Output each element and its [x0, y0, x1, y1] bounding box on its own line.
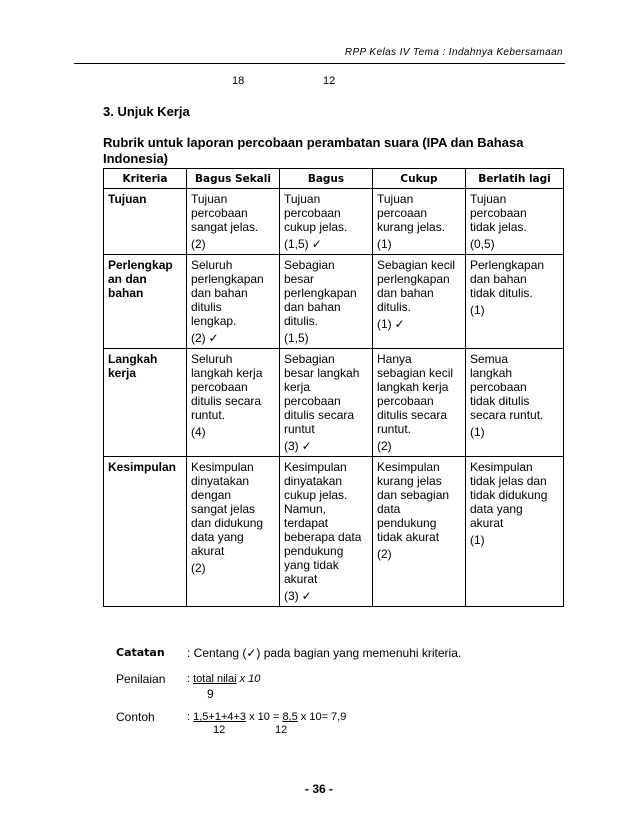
score-line: [284, 237, 368, 251]
cell-text: Tujuan: [470, 192, 507, 206]
score-line: [377, 439, 461, 453]
cell-text: besar langkah: [284, 366, 360, 380]
score-value: (1): [470, 303, 485, 317]
score-value: (2): [191, 331, 206, 345]
cell-text: yang tidak: [284, 558, 339, 572]
rubric-cell: [280, 255, 373, 349]
penilaian-times: x 10: [236, 673, 261, 685]
criterion-label: Kesimpulan: [108, 460, 177, 474]
criterion-cell: [104, 349, 187, 457]
cell-text: kurang jelas: [377, 474, 442, 488]
rubric-cell: [187, 189, 280, 255]
cell-text: beberapa data: [284, 530, 362, 544]
catatan-label: Catatan: [116, 646, 165, 659]
contoh-colon: :: [187, 711, 194, 723]
cell-text: dan bahan: [377, 286, 434, 300]
rubric-cell: [187, 255, 280, 349]
checkmark-icon: ✓: [301, 589, 312, 603]
cell-text: akurat: [470, 516, 504, 530]
cell-text: percoaan: [377, 206, 428, 220]
contoh-formula: [187, 711, 346, 723]
cell-text: dengan: [191, 488, 232, 502]
score-line: [284, 439, 368, 453]
score-line: [191, 237, 275, 251]
cell-text: sebagian kecil: [377, 366, 454, 380]
penilaian-formula: [187, 673, 260, 685]
checkmark-icon: ✓: [311, 237, 322, 251]
cell-text: percobaan: [284, 206, 341, 220]
rubric-cell: [373, 189, 466, 255]
cell-text: ditulis: [191, 300, 222, 314]
cell-text: pendukung: [284, 544, 344, 558]
table-row: [104, 255, 564, 349]
contoh-denominator-2: 12: [275, 724, 288, 736]
score-line: [377, 237, 461, 251]
header-rule: [74, 63, 565, 64]
rubric-cell: [280, 349, 373, 457]
criterion-cell: [104, 457, 187, 607]
score-line: [470, 303, 559, 317]
cell-text: sangat jelas.: [191, 220, 259, 234]
cell-text: lengkap.: [191, 314, 237, 328]
score-value: (2): [191, 561, 206, 575]
score-value: (3): [284, 439, 299, 453]
rubric-cell: [466, 457, 564, 607]
score-value: (1): [470, 533, 485, 547]
criterion-cell: [104, 255, 187, 349]
cell-text: runtut: [284, 422, 315, 436]
penilaian-numerator: total nilai: [193, 673, 237, 685]
cell-text: tidak didukung: [470, 488, 548, 502]
score-line: [284, 589, 368, 603]
column-header: Bagus: [280, 169, 373, 189]
cell-text: ditulis secara: [377, 408, 448, 422]
cell-text: ditulis.: [284, 314, 319, 328]
contoh-result: x 10= 7,9: [297, 711, 347, 723]
cell-text: Namun,: [284, 502, 327, 516]
table-row: [104, 457, 564, 607]
section-heading: 3. Unjuk Kerja: [103, 104, 190, 119]
checkmark-icon: ✓: [301, 439, 312, 453]
page-number: - 36 -: [304, 782, 333, 796]
score-line: [377, 547, 461, 561]
rubric-cell: [187, 349, 280, 457]
score-line: [470, 425, 559, 439]
cell-text: akurat: [191, 544, 225, 558]
score-value: (3): [284, 589, 299, 603]
contoh-denominator-1: 12: [213, 724, 226, 736]
criterion-label: bahan: [108, 286, 144, 300]
cell-text: Tujuan: [377, 192, 414, 206]
cell-text: ditulis secara: [191, 394, 262, 408]
cell-text: langkah kerja: [191, 366, 263, 380]
score-line: [470, 533, 559, 547]
cell-text: Seluruh: [191, 258, 233, 272]
cell-text: langkah kerja: [377, 380, 449, 394]
cell-text: Kesimpulan: [284, 460, 347, 474]
table-row: [104, 349, 564, 457]
cell-text: dan bahan: [470, 272, 527, 286]
cell-text: tidak jelas.: [470, 220, 527, 234]
contoh-numerator: 1,5+1+4+3: [193, 711, 247, 723]
cell-text: dan sebagian: [377, 488, 450, 502]
catatan-text: : Centang (✓) pada bagian yang memenuhi kriteria.: [187, 646, 462, 660]
column-header: Cukup: [373, 169, 466, 189]
cell-text: tidak akurat: [377, 530, 440, 544]
score-value: (1): [377, 317, 392, 331]
cell-text: dan bahan: [284, 300, 341, 314]
score-line: [470, 237, 559, 251]
cell-text: percobaan: [470, 206, 527, 220]
cell-text: percobaan: [377, 394, 434, 408]
cell-text: data: [377, 502, 401, 516]
cell-text: perlengkapan: [377, 272, 450, 286]
score-value: (2): [377, 439, 392, 453]
cell-text: ditulis secara: [284, 408, 355, 422]
cell-text: Tujuan: [284, 192, 321, 206]
rubric-cell: [466, 189, 564, 255]
score-value: (2): [377, 547, 392, 561]
rubric-cell: [280, 189, 373, 255]
penilaian-denominator: 9: [207, 687, 214, 701]
cell-text: percobaan: [191, 206, 248, 220]
checkmark-icon: ✓: [208, 331, 219, 345]
score-line: [191, 331, 275, 345]
penilaian-label: Penilaian: [116, 672, 166, 686]
rubric-table: [103, 168, 564, 607]
penilaian-colon: :: [187, 673, 194, 685]
column-header: Berlatih lagi: [466, 169, 564, 189]
contoh-label: Contoh: [116, 710, 155, 724]
score-value: (1): [377, 237, 392, 251]
score-value: (0,5): [470, 237, 495, 251]
cell-text: kurang jelas.: [377, 220, 446, 234]
cell-text: Hanya: [377, 352, 412, 366]
rubric-cell: [466, 255, 564, 349]
cell-text: perlengkapan: [284, 286, 357, 300]
cell-text: ditulis.: [377, 300, 412, 314]
criterion-label: Langkah: [108, 352, 158, 366]
rubric-cell: [373, 457, 466, 607]
cell-text: percobaan: [191, 380, 248, 394]
score-value: (1): [470, 425, 485, 439]
cell-text: tidak ditulis.: [470, 286, 533, 300]
score-value: (1,5): [284, 331, 309, 345]
cell-text: dinyatakan: [284, 474, 343, 488]
contoh-numerator-2: 8,5: [282, 711, 298, 723]
rubric-title-line2: Indonesia): [103, 151, 169, 166]
cell-text: cukup jelas.: [284, 220, 348, 234]
cell-text: percobaan: [470, 380, 527, 394]
cell-text: Sebagian: [284, 258, 335, 272]
criterion-label: Perlengkap: [108, 258, 173, 272]
table-header-row: [104, 169, 564, 189]
rubric-cell: [466, 349, 564, 457]
cell-text: Seluruh: [191, 352, 233, 366]
cell-text: Semua: [470, 352, 509, 366]
cell-text: dinyatakan: [191, 474, 250, 488]
cell-text: kerja: [284, 380, 311, 394]
score-value: (1,5): [284, 237, 309, 251]
table-row: [104, 189, 564, 255]
cell-text: langkah: [470, 366, 513, 380]
criterion-label: an dan: [108, 272, 147, 286]
score-value: (4): [191, 425, 206, 439]
cell-text: dan didukung: [191, 516, 264, 530]
fraction-denominator-right: 12: [323, 75, 336, 87]
score-line: [191, 425, 275, 439]
cell-text: secara runtut.: [470, 408, 544, 422]
cell-text: cukup jelas.: [284, 488, 348, 502]
column-header: Bagus Sekali: [187, 169, 280, 189]
cell-text: pendukung: [377, 516, 437, 530]
column-header: Kriteria: [104, 169, 187, 189]
cell-text: runtut.: [191, 408, 226, 422]
rubric-cell: [280, 457, 373, 607]
cell-text: percobaan: [284, 394, 341, 408]
cell-text: data yang: [191, 530, 244, 544]
score-line: [377, 317, 461, 331]
criterion-label: Tujuan: [108, 192, 147, 206]
cell-text: Perlengkapan: [470, 258, 545, 272]
running-header: RPP Kelas IV Tema : Indahnya Kebersamaan: [344, 47, 563, 58]
cell-text: Sebagian kecil: [377, 258, 456, 272]
cell-text: Kesimpulan: [377, 460, 440, 474]
score-line: [191, 561, 275, 575]
cell-text: runtut.: [377, 422, 412, 436]
cell-text: akurat: [284, 572, 318, 586]
cell-text: besar: [284, 272, 315, 286]
rubric-title-line1: Rubrik untuk laporan percobaan perambatan suara (IPA dan Bahasa: [103, 135, 524, 150]
rubric-cell: [373, 255, 466, 349]
cell-text: sangat jelas: [191, 502, 256, 516]
cell-text: tidak jelas dan: [470, 474, 547, 488]
checkmark-icon: ✓: [394, 317, 405, 331]
cell-text: perlengkapan: [191, 272, 264, 286]
cell-text: tidak ditulis: [470, 394, 530, 408]
rubric-cell: [187, 457, 280, 607]
fraction-denominator-left: 18: [232, 75, 245, 87]
cell-text: Sebagian: [284, 352, 335, 366]
criterion-cell: [104, 189, 187, 255]
cell-text: dan bahan: [191, 286, 248, 300]
score-line: [284, 331, 368, 345]
cell-text: data yang: [470, 502, 523, 516]
contoh-mid: x 10 =: [246, 711, 283, 723]
cell-text: Kesimpulan: [191, 460, 254, 474]
score-value: (2): [191, 237, 206, 251]
criterion-label: kerja: [108, 366, 137, 380]
rubric-cell: [373, 349, 466, 457]
cell-text: Tujuan: [191, 192, 228, 206]
cell-text: terdapat: [284, 516, 329, 530]
cell-text: Kesimpulan: [470, 460, 533, 474]
